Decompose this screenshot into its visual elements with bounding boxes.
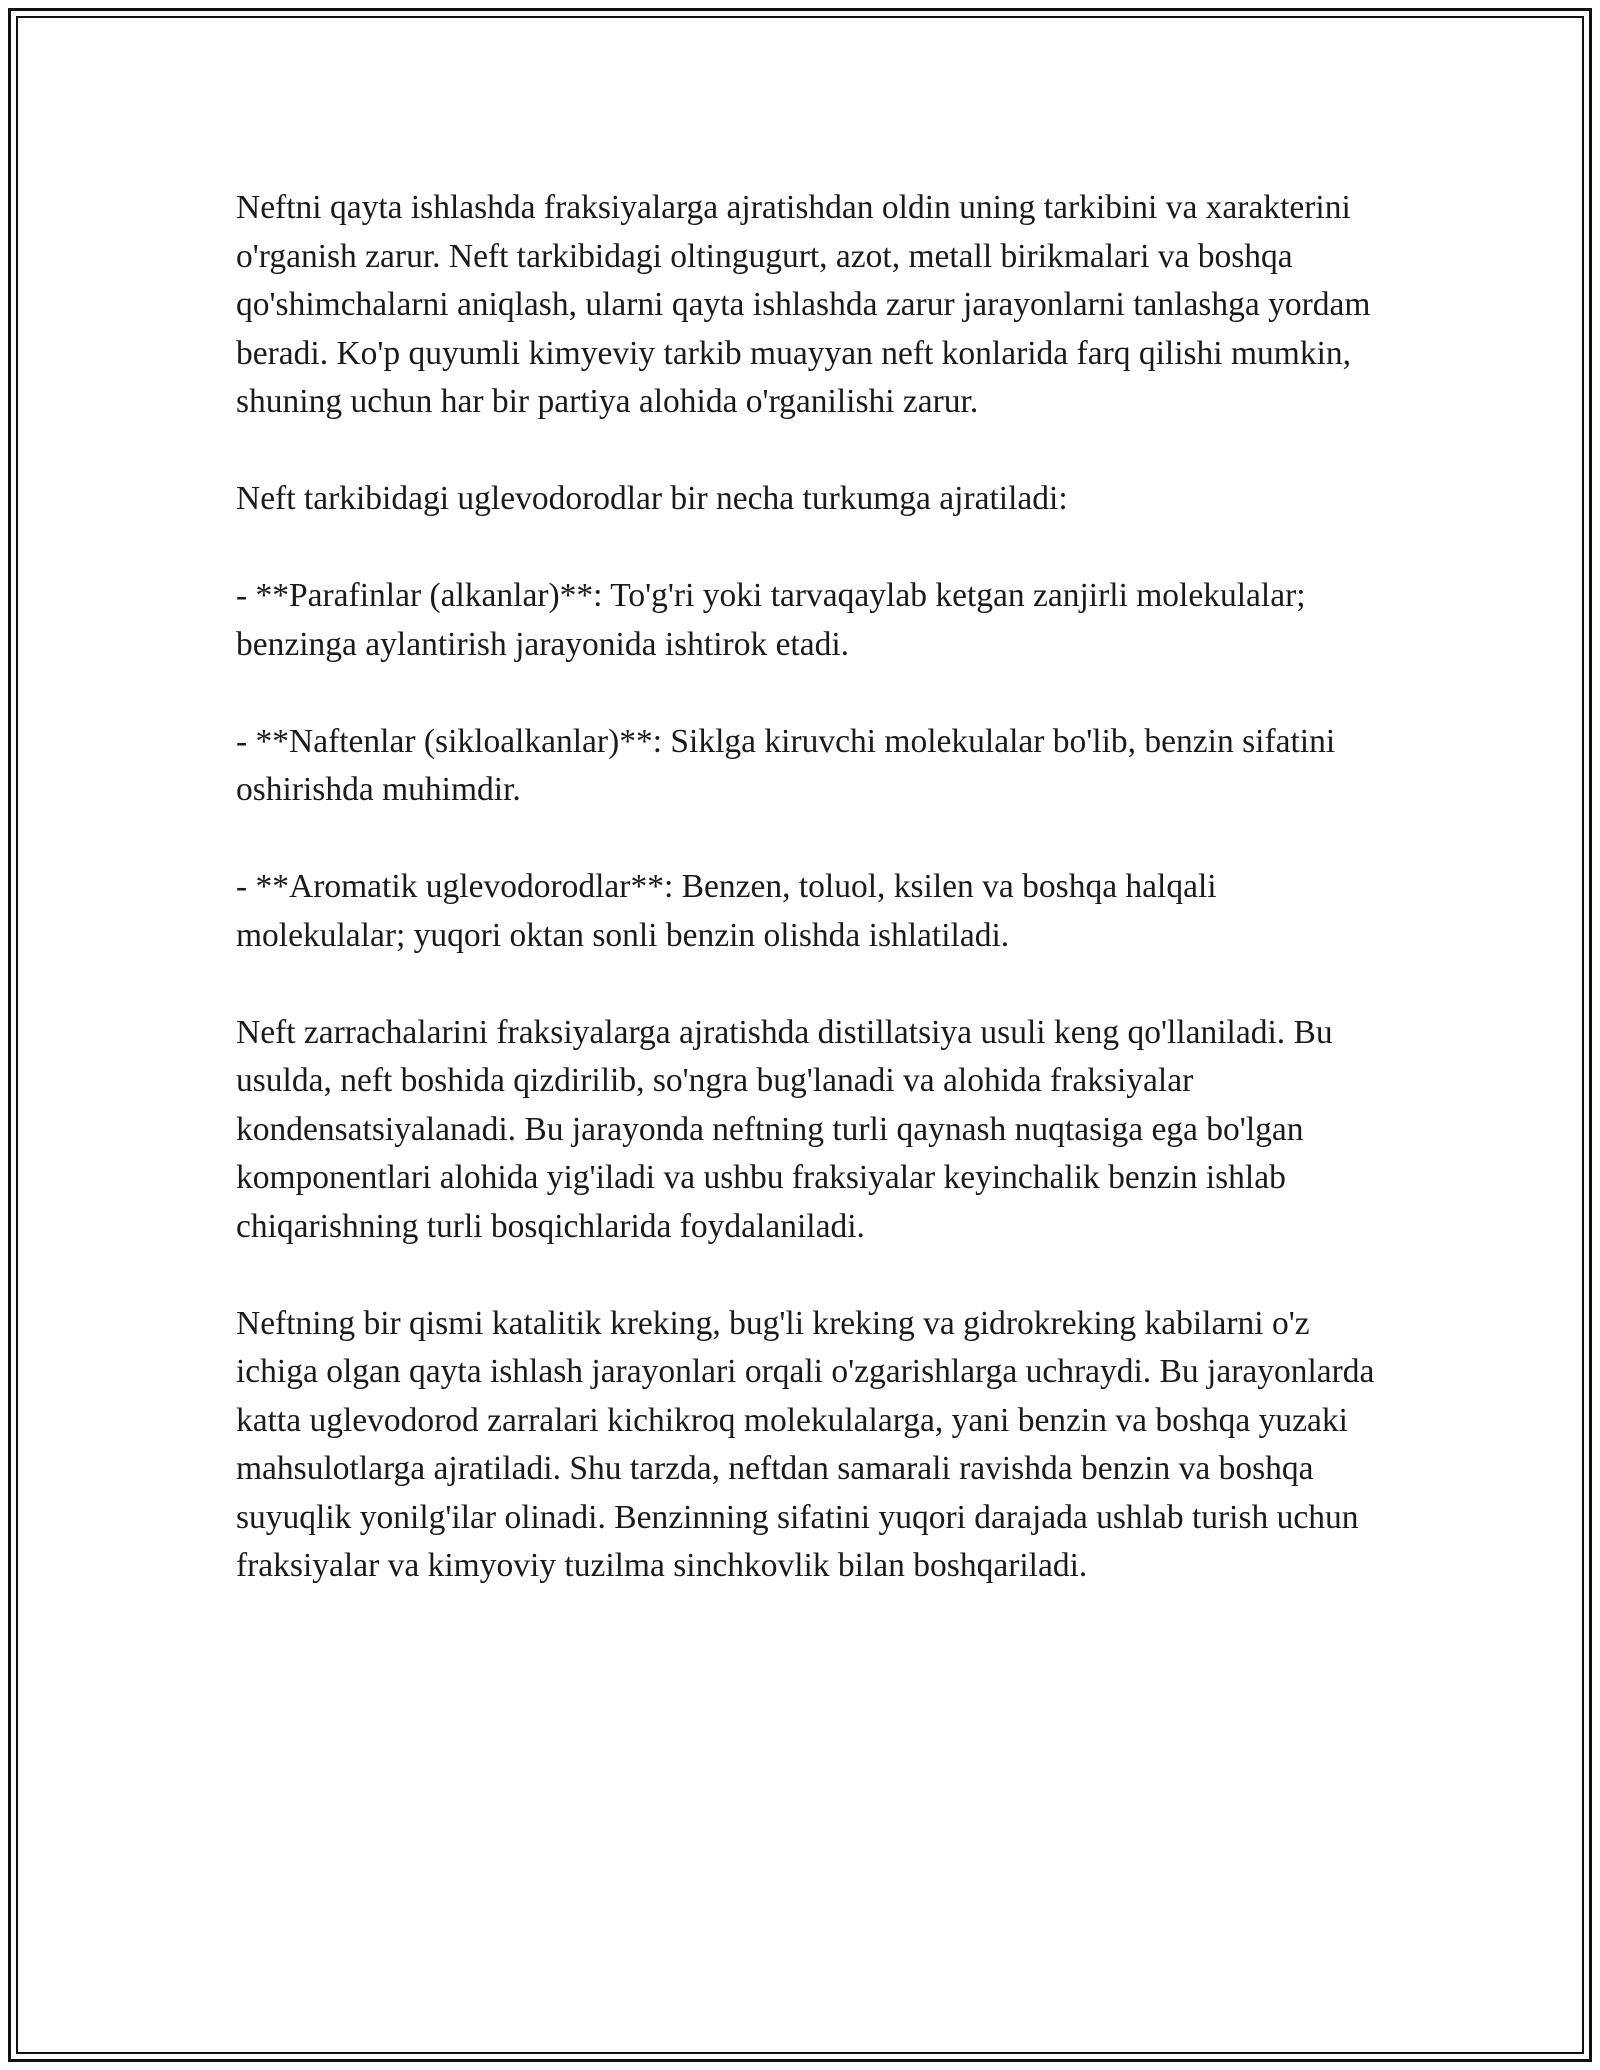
paragraph-distillation: Neft zarrachalarini fraksiyalarga ajratishda distillatsiya usuli keng qo'llaniladi. Bu usulda, neft boshida qizdirilib, so'ngra bug'lanadi va alohida fraksiyalar kondensatsiyalanadi. Bu jarayonda neftning turli qaynash nuqtasiga ega bo'lgan komponentlari alohida yig'iladi va ushbu fraksiyalar keyinchalik benzin ishlab chiqarishning turli bosqichlarida foydalaniladi. <box>236 1013 1333 1245</box>
paragraph-intro: Neftni qayta ishlashda fraksiyalarga ajratishdan oldin uning tarkibini va xarakterini o'rganish zarur. Neft tarkibidagi oltingugurt, azot, metall birikmalari va boshqa qo'shimchalarni aniqlash, ularni qayta ishlashda zarur jarayonlarni tanlashga yordam beradi. Ko'p quyumli kimyeviy tarkib muayyan neft konlarida farq qilishi mumkin, shuning uchun har bir partiya alohida o'rganilishi zarur. <box>236 189 1371 420</box>
paragraph-cracking: Neftning bir qismi katalitik kreking, bug'li kreking va gidrokreking kabilarni o'z ichiga olgan qayta ishlash jarayonlari orqali o'zgarishlarga uchraydi. Bu jarayonlarda katta uglevodorod zarralari kichikroq molekulalarga, yani benzin va boshqa yuzaki mahsulotlarga ajratiladi. Shu tarzda, neftdan samarali ravishda benzin va boshqa suyuqlik yonilg'ilar olinadi. Benzinning sifatini yuqori darajada ushlab turish uchun fraksiyalar va kimyoviy tuzilma sinchkovlik bilan boshqariladi. <box>236 1304 1375 1584</box>
list-item-aromatics: - **Aromatik uglevodorodlar**: Benzen, toluol, ksilen va boshqa halqali molekulalar; yuqori oktan sonli benzin olishda ishlatiladi. <box>236 868 1217 954</box>
document-body <box>236 184 1376 1639</box>
list-item-paraffins: - **Parafinlar (alkanlar)**: To'g'ri yoki tarvaqaylab ketgan zanjirli molekulalar; benzinga aylantirish jarayonida ishtirok etadi. <box>236 577 1306 663</box>
paragraph-hydrocarbon-groups: Neft tarkibidagi uglevodorodlar bir necha turkumga ajratiladi: <box>236 480 1068 517</box>
list-item-naphthenes: - **Naftenlar (sikloalkanlar)**: Siklga kiruvchi molekulalar bo'lib, benzin sifatini oshirishda muhimdir. <box>236 722 1336 808</box>
